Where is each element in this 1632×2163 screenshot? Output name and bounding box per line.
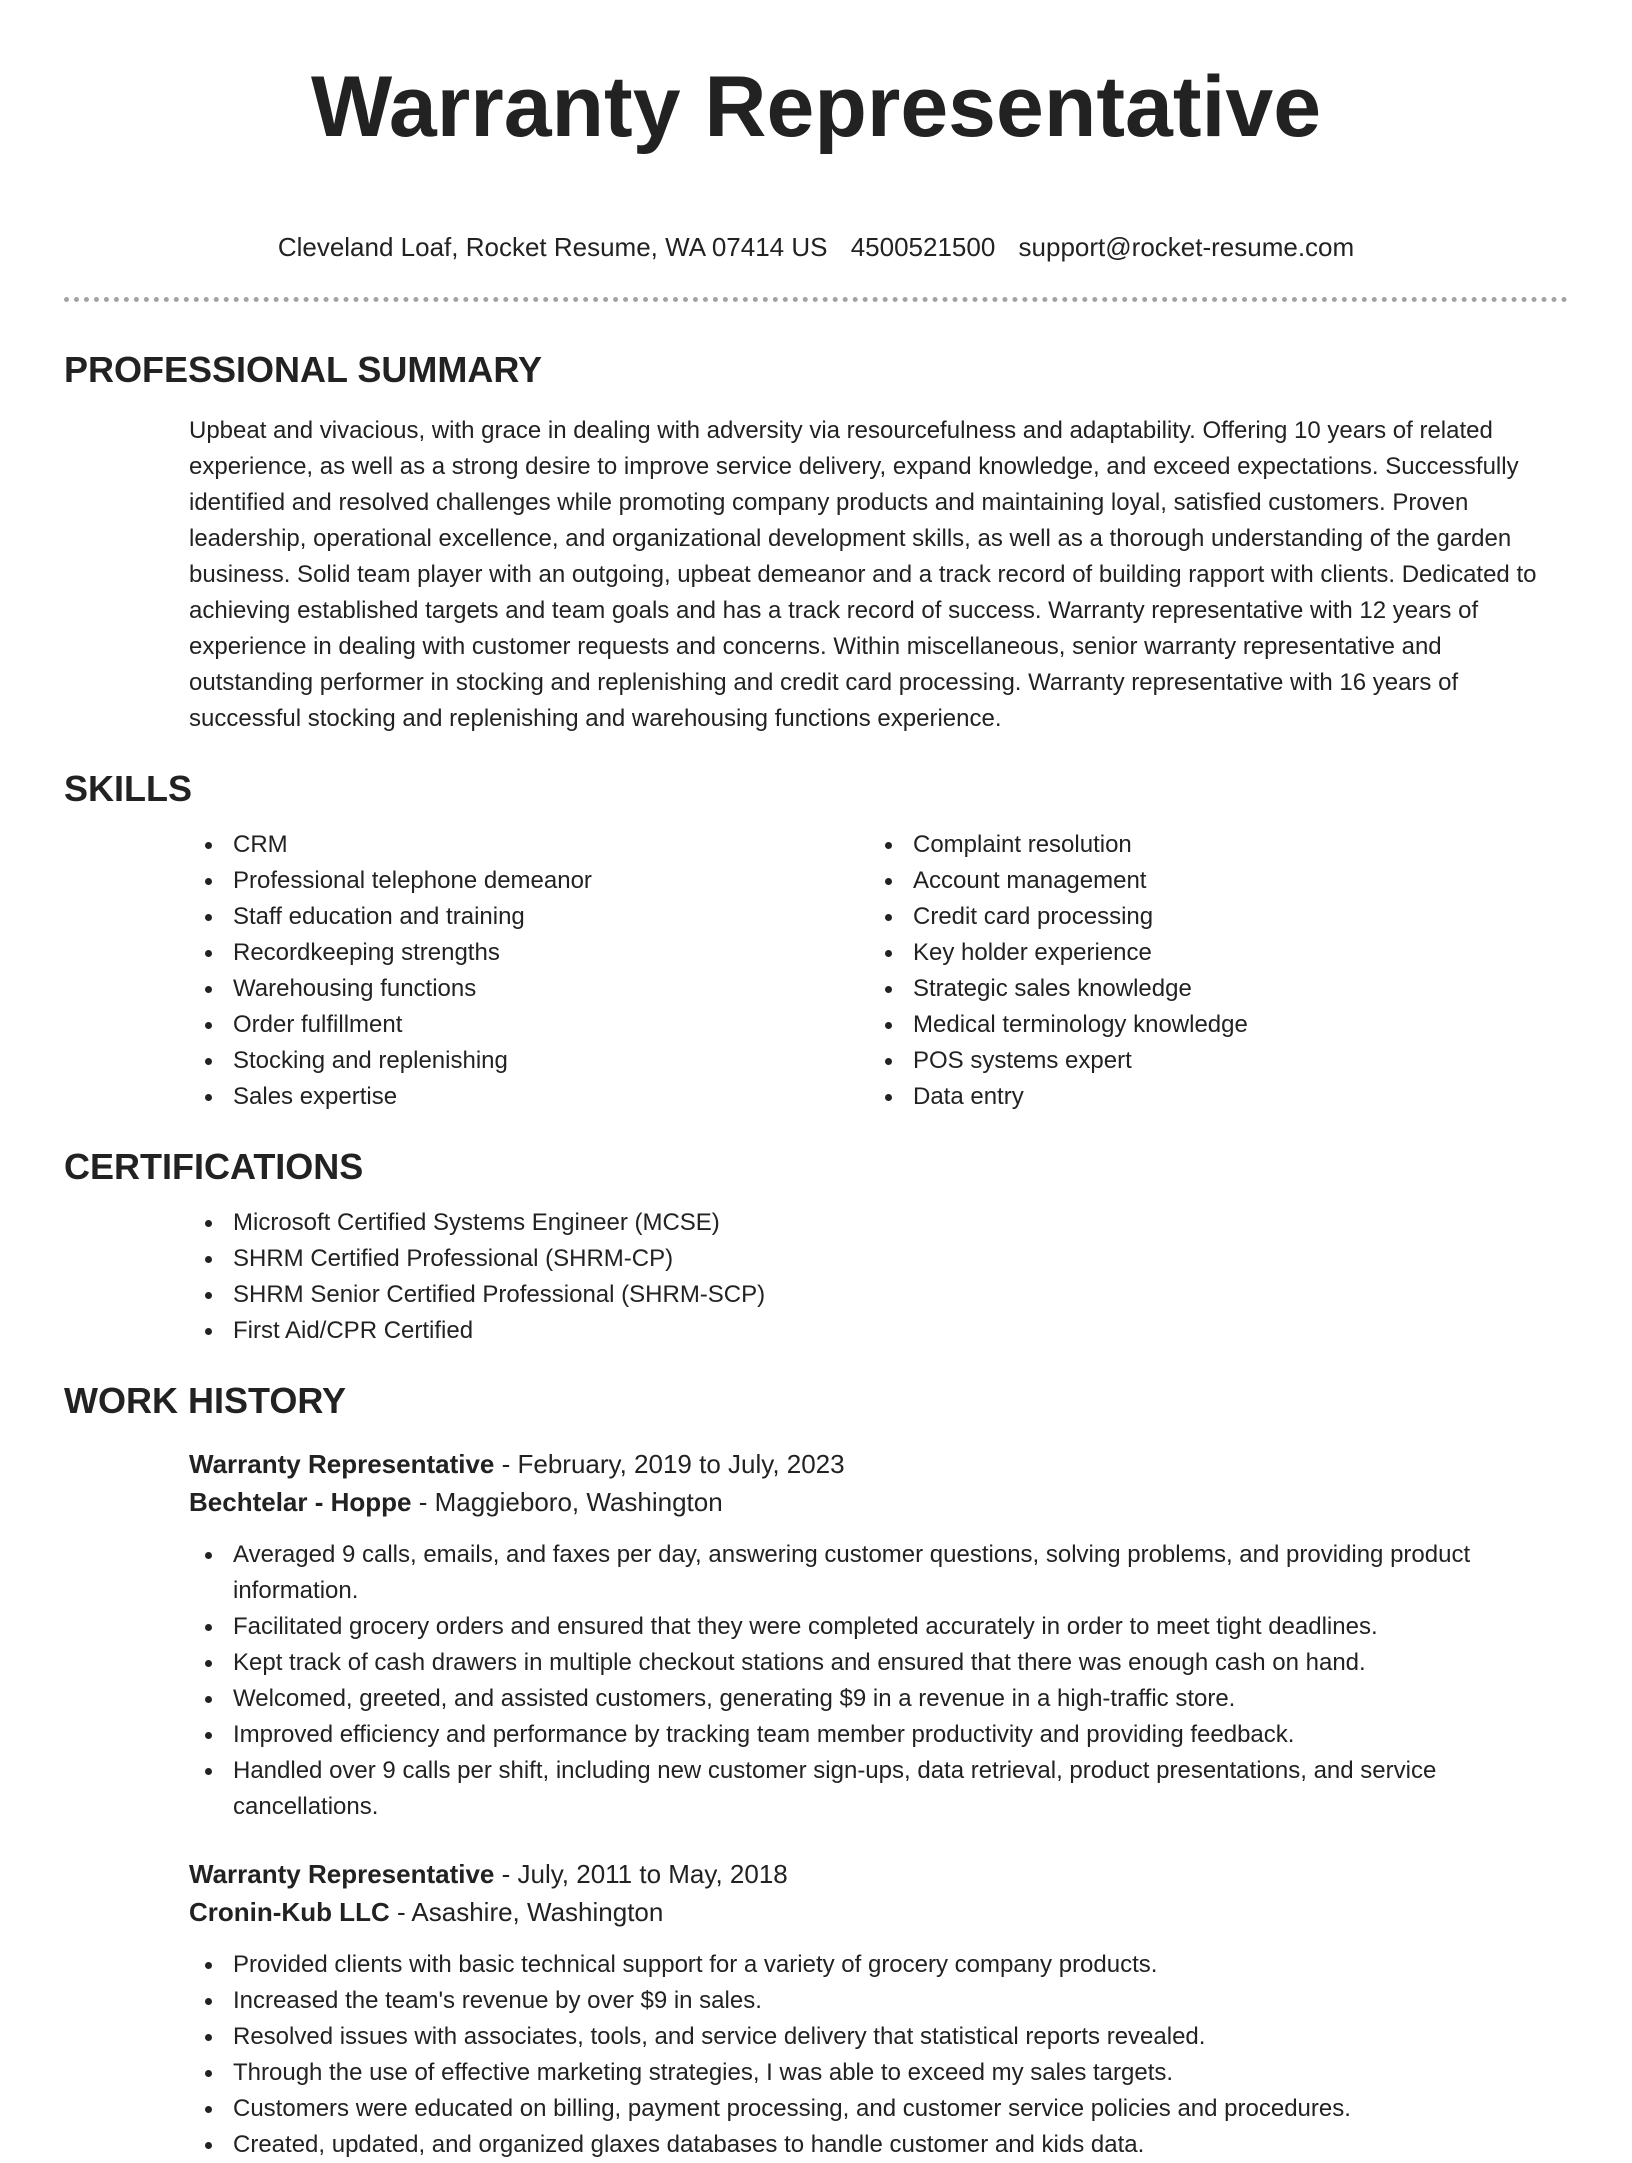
certification-item: First Aid/CPR Certified [189,1313,1568,1349]
job-entry [189,1855,1562,2163]
skill-item: Stocking and replenishing [189,1043,869,1079]
contact-email: support@rocket-resume.com [1018,232,1355,262]
job-bullet: Customers were educated on billing, payment processing, and customer service policies and procedures. [189,2091,1562,2127]
skills-grid [189,827,1568,1115]
certifications-list [189,1205,1568,1349]
skill-item: Key holder experience [869,935,1549,971]
job-location: - Asashire, Washington [389,1897,664,1927]
section-title-skills: SKILLS [64,768,193,809]
job-dates: - February, 2019 to July, 2023 [494,1449,845,1479]
skills-column-left [189,827,869,1115]
skill-item: Strategic sales knowledge [869,971,1549,1007]
certification-item: Microsoft Certified Systems Engineer (MCSE) [189,1205,1568,1241]
professional-summary-section [64,348,1568,737]
job-bullet: Provided clients with basic technical support for a variety of grocery company products. [189,1947,1562,1983]
candidate-name: Warranty Representative [310,59,1322,155]
skills-list-left [189,827,869,1115]
skill-item: Medical terminology knowledge [869,1007,1549,1043]
skill-item: Order fulfillment [189,1007,869,1043]
skill-item: Staff education and training [189,899,869,935]
job-entry [189,1445,1562,1825]
section-title-certifications: CERTIFICATIONS [64,1146,364,1187]
skills-list-right [869,827,1549,1115]
job-company-line [189,1483,1562,1521]
job-title-line [189,1855,1562,1893]
contact-line [64,230,1568,264]
contact-address: Cleveland Loaf, Rocket Resume, WA 07414 US [277,232,828,262]
certification-item: SHRM Certified Professional (SHRM-CP) [189,1241,1568,1277]
job-role: Warranty Representative [189,1449,495,1479]
job-bullet: Through the use of effective marketing strategies, I was able to exceed my sales targets. [189,2055,1562,2091]
job-bullet: Created, updated, and organized glaxes databases to handle customer and kids data. [189,2127,1562,2163]
job-bullets [189,1947,1562,2163]
skill-item: CRM [189,827,869,863]
job-bullet: Kept track of cash drawers in multiple checkout stations and ensured that there was enough cash on hand. [189,1645,1562,1681]
job-dates: - July, 2011 to May, 2018 [494,1859,788,1889]
skills-section [64,767,1568,1115]
job-bullet: Averaged 9 calls, emails, and faxes per day, answering customer questions, solving problems, and providing product information. [189,1537,1562,1609]
skill-item: Warehousing functions [189,971,869,1007]
certifications-section [64,1145,1568,1349]
job-role: Warranty Representative [189,1859,495,1889]
job-company: Bechtelar - Hoppe [189,1487,412,1517]
job-bullet: Resolved issues with associates, tools, and service delivery that statistical reports revealed. [189,2019,1562,2055]
work-history-section [64,1379,1568,2163]
job-bullet: Increased the team's revenue by over $9 in sales. [189,1983,1562,2019]
header-divider [64,297,1568,302]
skill-item: Sales expertise [189,1079,869,1115]
skill-item: Account management [869,863,1549,899]
skill-item: Credit card processing [869,899,1549,935]
job-title-line [189,1445,1562,1483]
section-title-work-history: WORK HISTORY [64,1380,347,1421]
job-company: Cronin-Kub LLC [189,1897,390,1927]
job-company-line [189,1893,1562,1931]
skill-item: Complaint resolution [869,827,1549,863]
section-title-summary: PROFESSIONAL SUMMARY [64,349,543,390]
job-bullet: Facilitated grocery orders and ensured that they were completed accurately in order to meet tight deadlines. [189,1609,1562,1645]
job-location: - Maggieboro, Washington [411,1487,723,1517]
job-bullets [189,1537,1562,1825]
job-bullet: Handled over 9 calls per shift, including new customer sign-ups, data retrieval, product presentations, and service cancellations. [189,1753,1562,1825]
job-bullet: Improved efficiency and performance by tracking team member productivity and providing feedback. [189,1717,1562,1753]
summary-text: Upbeat and vivacious, with grace in dealing with adversity via resourcefulness and adaptability. Offering 10 years of related experience, as well as a strong desire to improve service delivery, expand knowledge, and exceed expectations. Successfully identified and resolved challenges while promoting company products and maintaining loyal, satisfied customers. Proven leadership, operational excellence, and organizational development skills, as well as a thorough understanding of the garden business. Solid team player with an outgoing, upbeat demeanor and a track record of building rapport with clients. Dedicated to achieving established targets and team goals and has a track record of success. Warranty representative with 12 years of experience in dealing with customer requests and concerns. Within miscellaneous, senior warranty representative and outstanding performer in stocking and replenishing and credit card processing. Warranty representative with 16 years of successful stocking and replenishing and warehousing functions experience. [189,417,1537,732]
skills-column-right [869,827,1549,1115]
skill-item: Professional telephone demeanor [189,863,869,899]
skill-item: Data entry [869,1079,1549,1115]
certification-item: SHRM Senior Certified Professional (SHRM-SCP) [189,1277,1568,1313]
contact-phone: 4500521500 [850,232,996,262]
job-bullet: Welcomed, greeted, and assisted customers, generating $9 in a revenue in a high-traffic store. [189,1681,1562,1717]
skill-item: Recordkeeping strengths [189,935,869,971]
skill-item: POS systems expert [869,1043,1549,1079]
